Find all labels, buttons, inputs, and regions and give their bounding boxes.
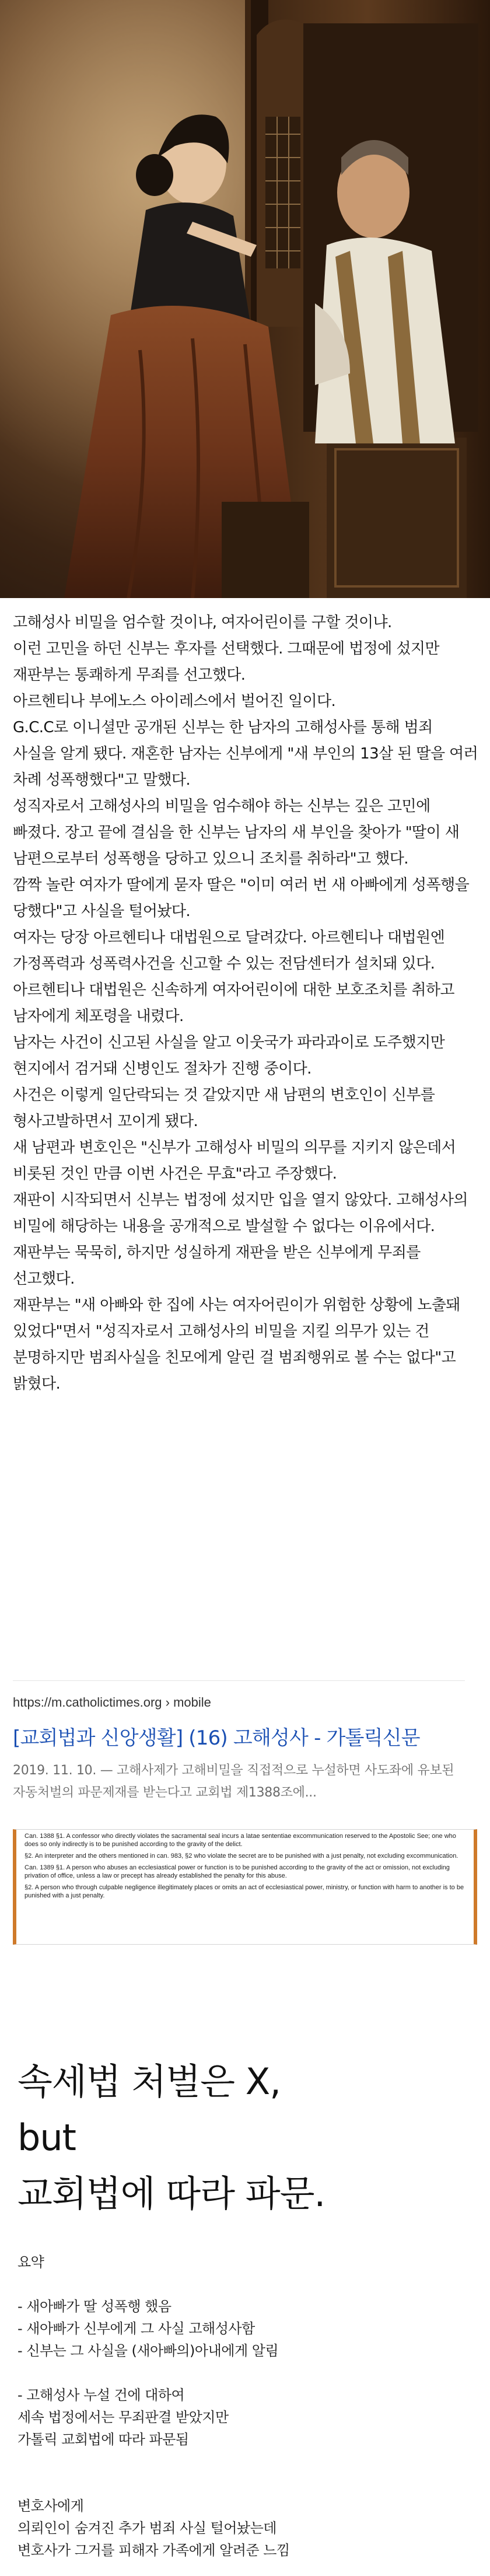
canon-line: §2. An interpreter and the others mentioned in can. 983, §2 who violate the secret are to be punished with a just penalty, not excluding excommunication. [24, 1853, 459, 1860]
headline [18, 2054, 473, 2222]
article-paragraph: 고해성사 비밀을 엄수할 것이냐, 여자어린이를 구할 것이냐. [13, 614, 392, 631]
article-paragraph: 깜짝 놀란 여자가 딸에게 묻자 딸은 "이미 여러 번 새 아빠에게 성폭행을 당했다"고 사실을 털어놨다. [13, 876, 470, 920]
section-divider [13, 1680, 465, 1681]
result-title-link[interactable]: [교회법과 신앙생활] (16) 고해성사 - 가톨릭신문 [13, 1726, 420, 1750]
canon-line: §2. A person who through culpable negligence illegitimately places or omits an act of ecclesiastical power, ministry, or function with harm to another is to be punished with a just penalty. [24, 1884, 464, 1899]
article-paragraph: 재판이 시작되면서 신부는 법정에 섰지만 입을 열지 않았다. 고해성사의 비밀에 해당하는 내용을 공개적으로 발설할 수 없다는 이유에서다. [13, 1191, 468, 1235]
headline-line: 교회법에 따라 파문. [18, 2172, 326, 2215]
canon-law-excerpt [13, 1829, 477, 1945]
canon-line: Can. 1388 §1. A confessor who directly violates the sacramental seal incurs a latae sententiae excommunication reserved to the Apostolic See; one who does so only indirectly is to be punished according to the gravity of the delict. [24, 1833, 456, 1848]
summary-point: - 신부는 그 사실을 (새아빠의)아내에게 알림 [18, 2343, 279, 2359]
search-result-card[interactable] [13, 1695, 468, 1804]
summary-point: - 새아빠가 딸 성폭행 했음 [18, 2298, 172, 2315]
headline-line: 속세법 처벌은 X, [18, 2060, 281, 2103]
article-paragraph: G.C.C로 이니셜만 공개된 신부는 한 남자의 고해성사를 통해 범죄 사실을 알게 됐다. 재혼한 남자는 신부에게 "새 부인의 13살 된 딸을 여러 차례 성폭행했다"고 말했다. [13, 719, 478, 789]
article-paragraph: 아르헨티나 부에노스 아이레스에서 벌어진 일이다. [13, 693, 336, 710]
closing-line: 의뢰인이 숨겨진 추가 범죄 사실 털어놨는데 [18, 2520, 276, 2536]
article-paragraph: 여자는 당장 아르헨티나 대법원으로 달려갔다. 아르헨티나 대법원엔 가정폭력과 성폭력사건을 신고할 수 있는 전담센터가 설치돼 있다. [13, 929, 445, 973]
article-paragraph: 남자는 사건이 신고된 사실을 알고 이웃국가 파라과이로 도주했지만 현지에서 검거돼 신병인도 절차가 진행 중이다. [13, 1034, 445, 1078]
result-url[interactable]: https://m.catholictimes.org › mobile [13, 1695, 211, 1710]
article-paragraph: 재판부는 묵묵히, 하지만 성실하게 재판을 받은 신부에게 무죄를 선고했다. [13, 1244, 421, 1288]
article-paragraph: 새 남편과 변호인은 "신부가 고해성사 비밀의 의무를 지키지 않은데서 비롯된 것인 만큼 이번 사건은 무효"라고 주장했다. [13, 1139, 456, 1183]
article-paragraph: 사건은 이렇게 일단락되는 것 같았지만 새 남편의 변호인이 신부를 형사고발하면서 꼬이게 됐다. [13, 1086, 435, 1130]
confession-painting [0, 0, 490, 598]
article-body [13, 610, 480, 1397]
summary-point: 가톨릭 교회법에 따라 파문됨 [18, 2431, 189, 2448]
canon-line: Can. 1389 §1. A person who abuses an ecclesiastical power or function is to be punished according to the gravity of the act or omission, not excluding privation of office, unless a law or precept has already established the penalty for this abuse. [24, 1864, 450, 1879]
summary-point: - 고해성사 누설 건에 대하여 [18, 2387, 185, 2403]
summary-title: 요약 [18, 2254, 44, 2270]
article-paragraph: 이런 고민을 하던 신부는 후자를 선택했다. 그때문에 법정에 섰지만 재판부는 통쾌하게 무죄를 선고했다. [13, 640, 439, 684]
result-snippet: 2019. 11. 10. — 고해사제가 고해비밀을 직접적으로 누설하면 사도좌에 유보된 자동처벌의 파문제재를 받는다고 교회법 제1388조에... [13, 1763, 454, 1800]
closing-line: 변호사에게 [18, 2498, 84, 2514]
painting-illustration [0, 0, 490, 598]
headline-line: but [18, 2116, 76, 2159]
article-paragraph: 재판부는 "새 아빠와 한 집에 사는 여자어린이가 위험한 상황에 노출돼 있었다"면서 "성직자로서 고해성사의 비밀을 지킬 의무가 있는 건 분명하지만 범죄사실을 친모에게 알린 걸 범죄행위로 볼 수는 없다"고 밝혔다. [13, 1296, 460, 1393]
summary-section [18, 2251, 473, 2561]
summary-point: 세속 법정에서는 무죄판결 받았지만 [18, 2409, 229, 2425]
article-paragraph: 성직자로서 고해성사의 비밀을 엄수해야 하는 신부는 깊은 고민에 빠졌다. 장고 끝에 결심을 한 신부는 남자의 새 부인을 찾아가 "딸이 새 남편으로부터 성폭행을 당하고 있으니 조치를 취하라"고 했다. [13, 798, 460, 868]
summary-point: - 새아빠가 신부에게 그 사실 고해성사함 [18, 2320, 255, 2337]
article-paragraph: 아르헨티나 대법원은 신속하게 여자어린이에 대한 보호조치를 취하고 남자에게 체포령을 내렸다. [13, 981, 454, 1025]
closing-line: 변호사가 그거를 피해자 가족에게 알려준 느낌 [18, 2542, 290, 2558]
